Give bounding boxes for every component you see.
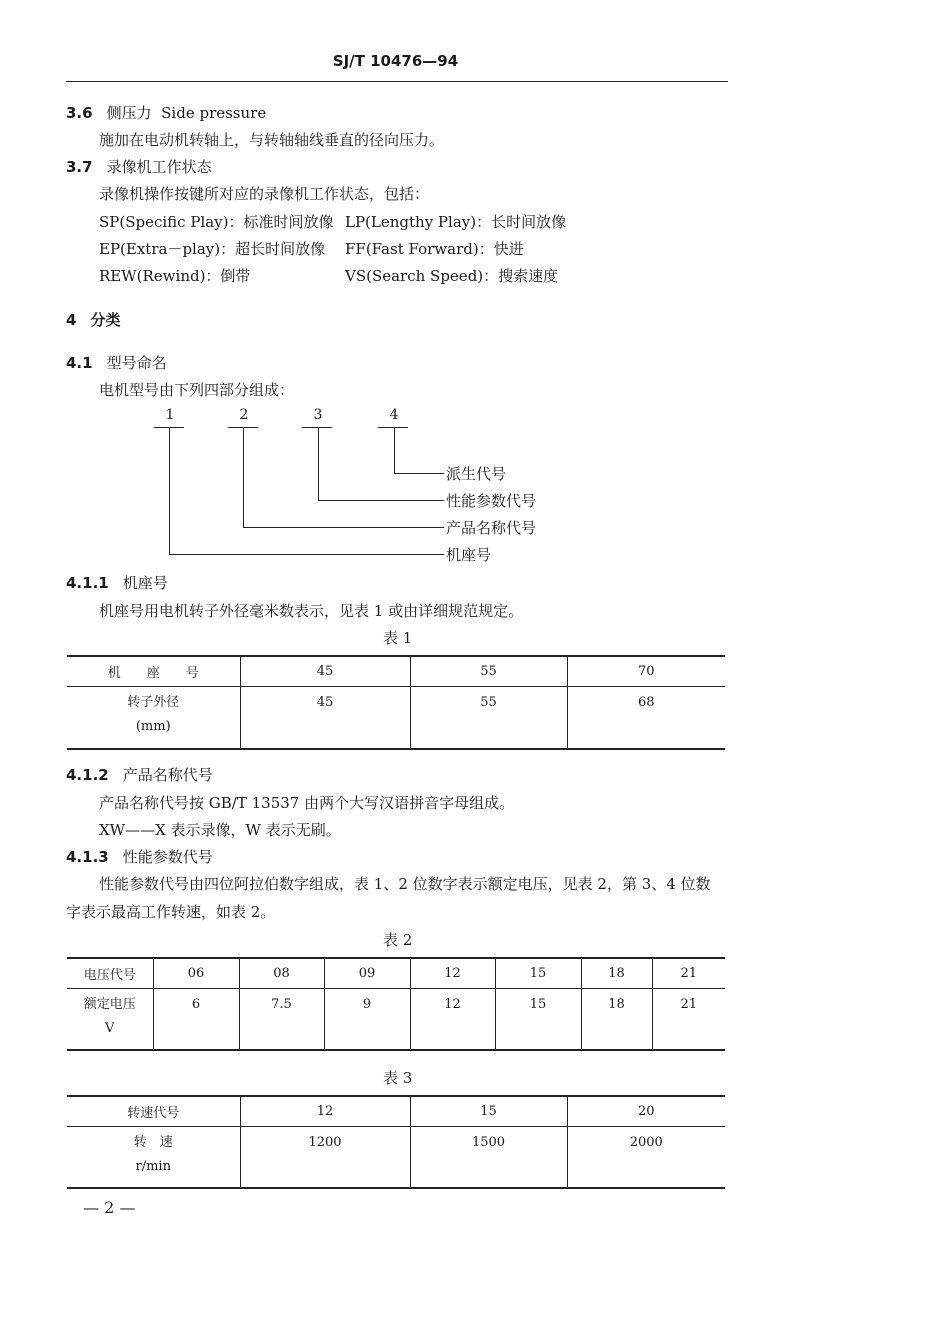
table-cell: 20 xyxy=(567,1096,725,1126)
table-cell: 18 xyxy=(581,958,652,988)
section-title: 产品名称代号 xyxy=(122,766,213,784)
table-cell: 9 xyxy=(324,988,410,1050)
state-item-ep: EP(Extra－play)：超长时间放像 xyxy=(99,240,326,258)
section-4-heading xyxy=(66,309,120,330)
label-frame-number: 机座号 xyxy=(446,546,492,564)
page-number: — 2 — xyxy=(83,1198,136,1217)
table-cell: 06 xyxy=(153,958,239,988)
section-3-7-heading xyxy=(66,156,212,177)
header-rule xyxy=(66,81,728,82)
part-underline xyxy=(378,427,408,428)
table-cell: 12 xyxy=(240,1096,410,1126)
section-4-1-3-body-line2: 字表示最高工作转速，如表 2。 xyxy=(66,903,276,921)
row-label-line1: 额定电压 xyxy=(83,996,136,1012)
section-title: 侧压力 xyxy=(106,104,152,122)
section-4-1-1-body: 机座号用电机转子外径毫米数表示，见表 1 或由详细规范规定。 xyxy=(99,602,524,620)
table-cell: 08 xyxy=(239,958,324,988)
table-cell: 12 xyxy=(410,988,495,1050)
table-1 xyxy=(67,655,725,750)
section-number: 4.1.3 xyxy=(66,848,109,866)
leader-line-1 xyxy=(169,427,170,554)
table-cell-label: 机 座 号 xyxy=(67,656,240,686)
state-item-sp: SP(Specific Play)：标准时间放像 xyxy=(99,213,334,231)
section-3-6-heading xyxy=(66,102,266,123)
section-title: 性能参数代号 xyxy=(122,848,213,866)
leader-line-3 xyxy=(318,427,319,500)
table-cell: 21 xyxy=(652,988,725,1050)
table-cell-label xyxy=(67,1126,240,1188)
section-4-1-3-heading xyxy=(66,846,213,867)
section-4-1-body: 电机型号由下列四部分组成： xyxy=(99,381,295,399)
table-cell: 68 xyxy=(567,686,725,749)
table-2 xyxy=(67,957,725,1051)
table-cell: 1500 xyxy=(410,1126,567,1188)
table-cell: 12 xyxy=(410,958,495,988)
section-title: 机座号 xyxy=(122,574,168,592)
section-4-1-3-body-line1: 性能参数代号由四位阿拉伯数字组成，表 1、2 位数字表示额定电压，见表 2，第 3、4 位数 xyxy=(99,875,711,893)
section-number: 3.7 xyxy=(66,158,93,176)
table-cell: 1200 xyxy=(240,1126,410,1188)
part-underline xyxy=(302,427,332,428)
table-row xyxy=(67,656,725,686)
table-cell: 21 xyxy=(652,958,725,988)
table-cell: 18 xyxy=(581,988,652,1050)
state-item-lp: LP(Lengthy Play)：长时间放像 xyxy=(345,213,567,231)
table-cell-label xyxy=(67,988,153,1050)
section-title: 录像机工作状态 xyxy=(106,158,212,176)
table-cell: 2000 xyxy=(567,1126,725,1188)
section-4-1-heading xyxy=(66,352,167,373)
leader-horizontal-4 xyxy=(394,473,444,474)
model-naming-diagram xyxy=(150,405,570,570)
label-product-name-code: 产品名称代号 xyxy=(446,519,537,537)
table-cell: 45 xyxy=(240,656,410,686)
table-cell: 15 xyxy=(495,958,581,988)
section-3-6-body: 施加在电动机转轴上，与转轴轴线垂直的径向压力。 xyxy=(99,131,445,149)
table-cell: 09 xyxy=(324,958,410,988)
table-3 xyxy=(67,1095,725,1189)
section-number: 4 xyxy=(66,311,77,329)
table-cell: 15 xyxy=(410,1096,567,1126)
table-cell: 7.5 xyxy=(239,988,324,1050)
section-3-7-body: 录像机操作按键所对应的录像机工作状态，包括： xyxy=(99,185,430,203)
leader-horizontal-3 xyxy=(318,500,444,501)
table-cell-label: 电压代号 xyxy=(67,958,153,988)
section-4-1-2-example: XW——X 表示录像，W 表示无刷。 xyxy=(99,821,341,839)
row-label-line1: 转 速 xyxy=(133,1134,173,1150)
state-item-rew: REW(Rewind)：倒带 xyxy=(99,267,251,285)
table-cell: 6 xyxy=(153,988,239,1050)
table-row xyxy=(67,958,725,988)
part-number-1: 1 xyxy=(165,407,175,423)
table-cell-label xyxy=(67,686,240,749)
row-label-line2: V xyxy=(105,1020,115,1036)
leader-line-2 xyxy=(243,427,244,527)
section-4-1-2-body: 产品名称代号按 GB/T 13537 由两个大写汉语拼音字母组成。 xyxy=(99,794,515,812)
part-number-2: 2 xyxy=(239,407,249,423)
section-number: 4.1 xyxy=(66,354,93,372)
section-title-en: Side pressure xyxy=(161,104,267,122)
table-row xyxy=(67,686,725,749)
table-cell: 45 xyxy=(240,686,410,749)
section-number: 4.1.1 xyxy=(66,574,109,592)
table-row xyxy=(67,1096,725,1126)
state-item-vs: VS(Search Speed)：搜索速度 xyxy=(345,267,559,285)
table-row xyxy=(67,1126,725,1188)
document-code: SJ/T 10476—94 xyxy=(332,52,459,70)
leader-horizontal-1 xyxy=(169,554,444,555)
section-title: 分类 xyxy=(90,311,121,329)
label-performance-code: 性能参数代号 xyxy=(446,492,537,510)
row-label-line1: 转子外径 xyxy=(127,694,180,710)
table-cell: 55 xyxy=(410,656,567,686)
table-cell: 15 xyxy=(495,988,581,1050)
table-cell-label: 转速代号 xyxy=(67,1096,240,1126)
part-number-3: 3 xyxy=(313,407,323,423)
row-label-line2: r/min xyxy=(135,1158,171,1174)
section-4-1-1-heading xyxy=(66,572,168,593)
section-number: 4.1.2 xyxy=(66,766,109,784)
leader-horizontal-2 xyxy=(243,527,444,528)
table-cell: 55 xyxy=(410,686,567,749)
state-item-ff: FF(Fast Forward)：快进 xyxy=(345,240,524,258)
section-number: 3.6 xyxy=(66,104,93,122)
part-number-4: 4 xyxy=(389,407,399,423)
section-4-1-2-heading xyxy=(66,764,213,785)
leader-line-4 xyxy=(394,427,395,473)
row-label-line2: (mm) xyxy=(135,718,171,734)
label-derivative-code: 派生代号 xyxy=(446,465,507,483)
section-title: 型号命名 xyxy=(106,354,167,372)
table-cell: 70 xyxy=(567,656,725,686)
table-row xyxy=(67,988,725,1050)
